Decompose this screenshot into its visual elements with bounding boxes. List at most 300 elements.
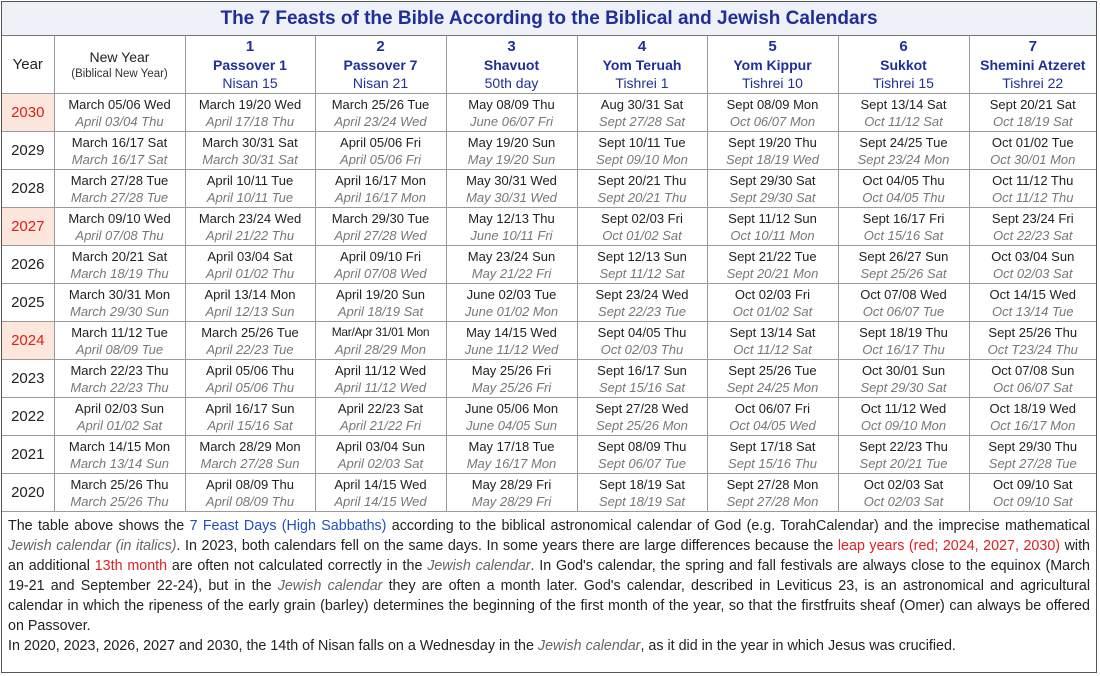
biblical-date: March 16/17 Sat [71,134,168,150]
date-cell [707,322,838,360]
date-cell [838,132,969,170]
date-cell [446,322,577,360]
jewish-date: Oct 04/05 Thu [862,189,945,205]
date-cell [446,360,577,398]
description-segment: Jewish calendar [277,578,383,594]
jewish-date: Sept 27/28 Tue [988,455,1077,471]
jewish-date: Sept 29/30 Sat [860,379,947,395]
date-cell [315,132,446,170]
date-cell [185,436,315,474]
table-row [2,284,1096,322]
date-cell [969,474,1096,512]
date-cell [838,284,969,322]
biblical-date: Aug 30/31 Sat [600,96,684,112]
biblical-date: April 05/06 Thu [206,362,294,378]
header-new-year-sub: (Biblical New Year) [71,67,168,80]
jewish-date: Oct 09/10 Sat [993,493,1073,509]
date-cell [969,94,1096,132]
jewish-date: April 17/18 Thu [205,113,295,129]
biblical-date: April 13/14 Mon [204,286,296,302]
jewish-date: June 01/02 Mon [464,303,559,319]
feast-name: Shemini Atzeret [980,57,1086,73]
year-cell: 2025 [2,284,54,322]
description-segment: Jewish calendar [537,638,641,654]
jewish-date: June 11/12 Wed [464,341,559,357]
jewish-date: May 28/29 Fri [471,493,552,509]
date-cell [969,246,1096,284]
biblical-date: March 28/29 Mon [199,438,301,454]
jewish-date: April 10/11 Tue [206,189,294,205]
description-paragraph-1 [8,516,1090,636]
biblical-date: March 29/30 Tue [331,210,430,226]
date-cell [707,132,838,170]
date-cell [446,284,577,322]
biblical-date: April 14/15 Wed [334,476,427,492]
date-cell [838,246,969,284]
jewish-date: Oct 02/03 Thu [600,341,684,357]
table-row [2,474,1096,512]
biblical-date: Sept 23/24 Wed [595,286,689,302]
date-cell [707,246,838,284]
description-segment: 13th month [94,558,168,574]
biblical-date: March 23/24 Wed [198,210,302,226]
biblical-date: May 30/31 Wed [466,172,557,188]
jewish-date: April 21/22 Thu [205,227,295,243]
jewish-date: Oct 16/17 Mon [990,417,1076,433]
biblical-date: April 03/04 Sun [336,438,425,454]
biblical-date: March 11/12 Tue [71,324,168,340]
date-cell [54,474,185,512]
date-cell [838,322,969,360]
biblical-date: Sept 11/12 Sun [728,210,817,226]
jewish-date: Sept 06/07 Tue [598,455,686,471]
date-cell [54,322,185,360]
header-feast-1 [185,36,315,94]
header-feast-7 [969,36,1096,94]
date-cell [577,170,707,208]
jewish-date: Oct 02/03 Sat [863,493,944,509]
jewish-date: April 27/28 Wed [334,227,427,243]
feast-date: 50th day [484,75,539,91]
date-cell [969,170,1096,208]
date-cell [707,436,838,474]
jewish-date: June 06/07 Fri [469,113,554,129]
date-cell [446,170,577,208]
date-cell [577,322,707,360]
table-row [2,322,1096,360]
biblical-date: Sept 25/26 Tue [728,362,817,378]
biblical-date: April 08/09 Thu [206,476,294,492]
date-cell [707,208,838,246]
jewish-date: May 19/20 Sun [467,151,556,167]
biblical-date: Oct 03/04 Sun [991,248,1075,264]
jewish-date: April 11/12 Wed [334,379,427,395]
header-feast-4 [577,36,707,94]
jewish-date: April 02/03 Sat [337,455,424,471]
biblical-date: Sept 23/24 Fri [991,210,1074,226]
page-title: The 7 Feasts of the Bible According to the Biblical and Jewish Calendars [2,2,1096,36]
header-feast-5 [707,36,838,94]
table-row [2,360,1096,398]
jewish-date: April 07/08 Thu [75,227,164,243]
biblical-date: June 02/03 Tue [466,286,557,302]
date-cell [185,208,315,246]
description-segment: with an additional [8,538,1091,574]
feast-number: 2 [376,38,385,55]
biblical-date: Oct 11/12 Thu [992,172,1074,188]
biblical-date: Sept 29/30 Sat [729,172,816,188]
jewish-date: March 13/14 Sun [69,455,169,471]
date-cell [315,284,446,322]
jewish-date: April 16/17 Mon [334,189,427,205]
biblical-date: Sept 24/25 Tue [859,134,948,150]
biblical-date: Sept 20/21 Sat [989,96,1076,112]
jewish-date: Oct 11/12 Thu [992,189,1074,205]
biblical-date: March 05/06 Wed [68,96,171,112]
biblical-date: March 09/10 Wed [68,210,171,226]
jewish-date: May 16/17 Mon [466,455,557,471]
biblical-date: Sept 25/26 Thu [988,324,1078,340]
date-cell [707,398,838,436]
header-new-year [54,36,185,94]
biblical-date: Sept 19/20 Thu [728,134,817,150]
biblical-date: March 27/28 Tue [70,172,169,188]
biblical-date: May 19/20 Sun [467,134,556,150]
description-segment: . In 2023, both calendars fell on the same days. In some years there are large differences because the [176,538,838,554]
description [2,512,1096,656]
date-cell [838,436,969,474]
description-segment: 7 Feast Days (High Sabbaths) [189,518,387,534]
biblical-date: May 14/15 Wed [466,324,557,340]
date-cell [446,246,577,284]
feast-number: 6 [899,38,908,55]
biblical-date: March 25/26 Thu [70,476,169,492]
jewish-date: March 16/17 Sat [71,151,168,167]
table-row [2,94,1096,132]
feast-table-panel [1,1,1097,673]
date-cell [54,284,185,322]
jewish-date: Oct 09/10 Mon [860,417,947,433]
feast-name: Passover 1 [213,57,287,73]
table-row [2,132,1096,170]
biblical-date: Sept 29/30 Thu [988,438,1078,454]
date-cell [315,170,446,208]
date-cell [969,398,1096,436]
biblical-date: Oct 01/02 Tue [991,134,1074,150]
biblical-date: April 03/04 Sat [207,248,293,264]
header-year: Year [2,36,54,94]
feast-name: Sukkot [880,57,927,73]
jewish-date: April 15/16 Sat [207,417,293,433]
jewish-date: Sept 25/26 Sat [860,265,947,281]
date-cell [315,436,446,474]
date-cell [577,132,707,170]
date-cell [185,132,315,170]
jewish-date: March 29/30 Sun [69,303,169,319]
biblical-date: Sept 20/21 Thu [597,172,687,188]
date-cell [838,474,969,512]
jewish-date: Oct 18/19 Sat [993,113,1073,129]
jewish-date: May 21/22 Fri [471,265,552,281]
date-cell [54,94,185,132]
date-cell [446,94,577,132]
date-cell [54,360,185,398]
year-cell: 2020 [2,474,54,512]
jewish-date: Oct 04/05 Wed [729,417,816,433]
date-cell [54,208,185,246]
year-cell: 2022 [2,398,54,436]
year-cell: 2030 [2,94,54,132]
feast-number: 1 [245,38,255,55]
date-cell [577,246,707,284]
date-cell [315,208,446,246]
jewish-date: April 12/13 Sun [205,303,295,319]
description-segment: according to the biblical astronomical calendar of God (e.g. TorahCalendar) and the imprecise mathematical [386,518,1090,534]
date-cell [707,94,838,132]
jewish-date: Sept 18/19 Sat [598,493,685,509]
year-cell: 2028 [2,170,54,208]
table-row [2,436,1096,474]
jewish-date: March 27/28 Sun [200,455,300,471]
date-cell [446,132,577,170]
biblical-date: Sept 26/27 Sun [858,248,949,264]
jewish-date: April 08/09 Thu [205,493,295,509]
date-cell [577,436,707,474]
date-cell [969,322,1096,360]
date-cell [185,170,315,208]
jewish-date: Oct 01/02 Sat [732,303,813,319]
jewish-date: June 04/05 Sun [465,417,558,433]
date-cell [577,208,707,246]
date-cell [315,360,446,398]
jewish-date: Sept 18/19 Wed [726,151,819,167]
jewish-date: Sept 23/24 Mon [857,151,950,167]
jewish-date: May 30/31 Wed [466,189,557,205]
date-cell [707,360,838,398]
description-segment: leap years (red; 2024, 2027, 2030) [837,538,1061,554]
biblical-date: April 11/12 Wed [334,362,427,378]
biblical-date: Oct 11/12 Wed [860,400,947,416]
description-paragraph-2 [8,636,1090,656]
feast-date: Tishrei 15 [873,75,934,91]
date-cell [577,94,707,132]
jewish-date: Oct 13/14 Tue [992,303,1074,319]
jewish-date: Oct 06/07 Mon [729,113,816,129]
jewish-date: Sept 22/23 Tue [598,303,686,319]
biblical-date: April 22/23 Sat [337,400,424,416]
biblical-date: May 23/24 Sun [467,248,556,264]
jewish-date: March 30/31 Sat [202,151,298,167]
jewish-date: April 08/09 Tue [75,341,164,357]
date-cell [446,436,577,474]
jewish-date: Oct 30/01 Mon [990,151,1076,167]
biblical-date: June 05/06 Mon [464,400,559,416]
year-cell: 2027 [2,208,54,246]
feast-date: Tishrei 1 [615,75,669,91]
biblical-date: April 02/03 Sun [75,400,164,416]
jewish-date: April 18/19 Sat [337,303,424,319]
jewish-date: Sept 20/21 Tue [859,455,948,471]
jewish-date: April 22/23 Tue [206,341,294,357]
jewish-date: Sept 20/21 Mon [726,265,819,281]
date-cell [838,170,969,208]
biblical-date: Sept 18/19 Thu [859,324,948,340]
jewish-date: April 07/08 Wed [334,265,427,281]
biblical-date: Sept 16/17 Sun [597,362,687,378]
biblical-date: Sept 10/11 Tue [598,134,686,150]
header-new-year-label: New Year [89,48,150,65]
biblical-date: Sept 17/18 Sat [729,438,816,454]
jewish-date: Oct 02/03 Sat [993,265,1073,281]
date-cell [707,170,838,208]
jewish-date: April 23/24 Wed [334,113,427,129]
table-row [2,398,1096,436]
date-cell [185,94,315,132]
date-cell [185,474,315,512]
biblical-date: April 10/11 Tue [206,172,294,188]
header-feast-6 [838,36,969,94]
date-cell [838,398,969,436]
description-segment: The table above shows the [8,518,190,534]
feast-name: Yom Teruah [602,57,682,73]
year-cell: 2026 [2,246,54,284]
biblical-date: March 22/23 Thu [70,362,169,378]
jewish-date: Oct 06/07 Tue [862,303,945,319]
feast-number: 7 [1028,38,1037,55]
date-cell [707,284,838,322]
biblical-date: March 14/15 Mon [68,438,171,454]
date-cell [185,322,315,360]
jewish-date: Oct 15/16 Sat [863,227,944,243]
biblical-date: Sept 21/22 Tue [728,248,817,264]
feast-name: Yom Kippur [733,57,812,73]
date-cell [315,94,446,132]
date-cell [54,398,185,436]
jewish-date: April 01/02 Sat [76,417,163,433]
biblical-date: May 17/18 Tue [468,438,555,454]
jewish-date: April 21/22 Fri [340,417,421,433]
biblical-date: Sept 22/23 Thu [859,438,948,454]
biblical-date: Oct 30/01 Sun [861,362,946,378]
jewish-date: Oct 22/23 Sat [993,227,1073,243]
biblical-date: March 25/26 Tue [201,324,299,340]
date-cell [577,398,707,436]
jewish-date: April 28/29 Mon [334,341,427,357]
biblical-date: Oct 06/07 Fri [734,400,811,416]
biblical-date: Oct 02/03 Sat [863,476,944,492]
jewish-date: Sept 24/25 Mon [726,379,819,395]
feast-table [2,36,1096,512]
description-segment: are often not calculated correctly in the [167,558,428,574]
jewish-date: Sept 27/28 Mon [726,493,819,509]
biblical-date: Oct 14/15 Wed [989,286,1076,302]
date-cell [185,284,315,322]
date-cell [315,246,446,284]
feast-date: Tishrei 10 [742,75,803,91]
date-cell [54,436,185,474]
jewish-date: March 18/19 Thu [70,265,169,281]
jewish-date: March 27/28 Tue [70,189,169,205]
jewish-date: March 25/26 Thu [70,493,169,509]
date-cell [315,398,446,436]
jewish-date: Sept 15/16 Sat [598,379,685,395]
jewish-date: Sept 09/10 Mon [596,151,688,167]
date-cell [185,360,315,398]
biblical-date: March 25/26 Tue [331,96,430,112]
date-cell [185,398,315,436]
feast-date: Nisan 15 [222,75,278,91]
date-cell [185,246,315,284]
jewish-date: Oct 16/17 Thu [862,341,945,357]
biblical-date: Sept 13/14 Sat [860,96,947,112]
biblical-date: May 08/09 Thu [468,96,555,112]
description-segment: they are often a month later. God's calendar, described in Leviticus 23, is an astronomical and agricultural calendar in which the ripeness of the early grain (barley) determines the beginning of the first month of the year, so that the firstfruits sheaf (Omer) can always be offered on Passover. [8,578,1091,634]
jewish-date: Sept 11/12 Sat [599,265,685,281]
date-cell [969,132,1096,170]
biblical-date: May 25/26 Fri [471,362,552,378]
date-cell [969,360,1096,398]
description-segment: . In God's calendar, the spring and fall festivals are always close to the equinox (March 19-21 and September 22-24), but in the [8,558,1090,594]
date-cell [54,246,185,284]
biblical-date: March 30/31 Mon [68,286,171,302]
date-cell [315,322,446,360]
date-cell [838,208,969,246]
year-cell: 2021 [2,436,54,474]
feast-name: Shavuot [483,57,540,73]
description-segment: In 2020, 2023, 2026, 2027 and 2030, the 14th of Nisan falls on a Wednesday in the [8,638,538,654]
biblical-date: April 19/20 Sun [336,286,425,302]
date-cell [446,474,577,512]
year-cell: 2024 [2,322,54,360]
date-cell [577,474,707,512]
biblical-date: Sept 16/17 Fri [862,210,945,226]
date-cell [707,474,838,512]
header-feast-2 [315,36,446,94]
jewish-date: April 03/04 Thu [75,113,164,129]
biblical-date: Sept 27/28 Mon [726,476,819,492]
feast-number: 5 [768,38,777,55]
biblical-date: April 05/06 Fri [340,134,421,150]
biblical-date: Sept 08/09 Thu [597,438,687,454]
date-cell [446,398,577,436]
biblical-date: Sept 13/14 Sat [729,324,816,340]
jewish-date: April 01/02 Thu [205,265,295,281]
jewish-date: June 10/11 Fri [470,227,553,243]
year-cell: 2023 [2,360,54,398]
jewish-date: Oct 11/12 Sat [864,113,943,129]
biblical-date: Oct 09/10 Sat [993,476,1073,492]
biblical-date: Oct 07/08 Wed [860,286,947,302]
biblical-date: Mar/Apr 31/01 Mon [331,324,430,339]
jewish-date: Sept 27/28 Sat [598,113,685,129]
header-feast-3 [446,36,577,94]
jewish-date: April 05/06 Thu [205,379,295,395]
date-cell [54,132,185,170]
jewish-date: April 14/15 Wed [334,493,427,509]
jewish-date: Oct 06/07 Sat [993,379,1073,395]
date-cell [969,284,1096,322]
date-cell [577,360,707,398]
table-row [2,246,1096,284]
feast-date: Tishrei 22 [1002,75,1064,91]
date-cell [577,284,707,322]
biblical-date: May 28/29 Fri [471,476,552,492]
biblical-date: Oct 02/03 Fri [734,286,811,302]
date-cell [969,208,1096,246]
jewish-date: Oct T23/24 Thu [987,341,1078,357]
biblical-date: April 09/10 Fri [340,248,421,264]
feast-name: Passover 7 [343,57,418,73]
